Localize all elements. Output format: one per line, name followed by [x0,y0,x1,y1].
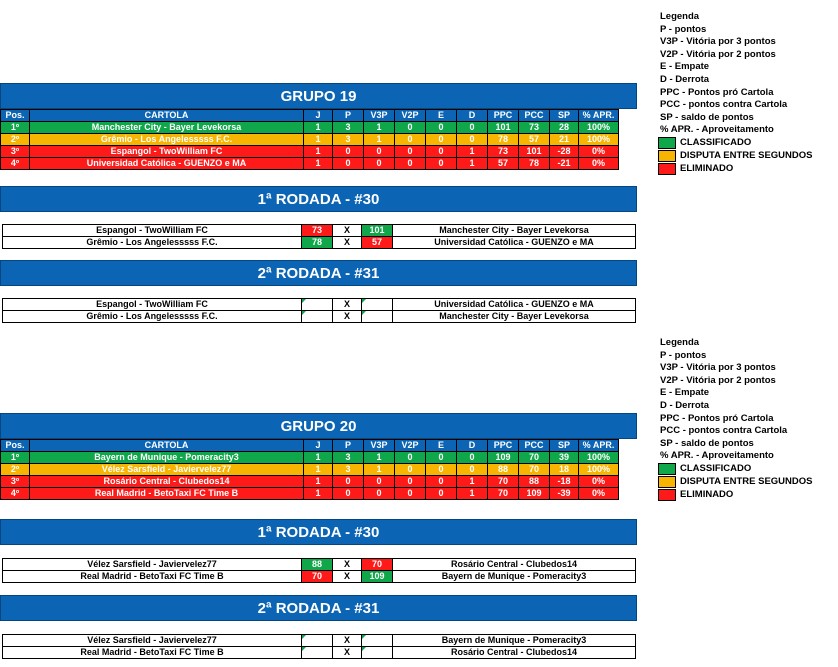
standings-row: 3º Rosário Central - Clubedos14 1 0 0 0 0 1 70 88 -18 0% [1,476,619,488]
legend-line: PCC - pontos contra Cartola [660,425,788,437]
legend-line: P - pontos [660,23,707,35]
legend-line: PCC - pontos contra Cartola [660,99,788,111]
legend-item-disputa: DISPUTA ENTRE SEGUNDOS [660,476,813,489]
match-row: Grêmio - Los Angelesssss F.C. 78 X 57 Universidad Católica - GUENZO e MA [3,237,636,249]
standings-row: 1º Bayern de Munique - Pomeracity3 1 3 1 0 0 0 109 70 39 100% [1,452,619,464]
legend-line: SP - saldo de pontos [660,111,754,123]
legend-title: Legenda [660,11,700,22]
round-title: 1ª RODADA - #30 [0,186,637,212]
match-row: Real Madrid - BetoTaxi FC Time B 70 X 109 Bayern de Munique - Pomeracity3 [3,571,636,583]
round-1-matches [2,224,636,249]
legend-line: D - Derrota [660,399,710,411]
swatch-classificado [658,137,676,149]
standings-row: 4º Real Madrid - BetoTaxi FC Time B 1 0 0 0 0 1 70 109 -39 0% [1,488,619,500]
legend-line: PPC - Pontos pró Cartola [660,86,774,98]
legend-item-disputa: DISPUTA ENTRE SEGUNDOS [660,150,813,163]
match-row: Real Madrid - BetoTaxi FC Time B X Rosário Central - Clubedos14 [3,647,636,659]
legend-line: SP - saldo de pontos [660,437,754,449]
score-cell [302,635,333,647]
legend [660,337,813,502]
legend-line: % APR. - Aproveitamento [660,124,774,136]
legend-line: V2P - Vitória por 2 pontos [660,374,776,386]
legend-line: V2P - Vitória por 2 pontos [660,48,776,60]
legend-item-classificado: CLASSIFICADO [660,463,813,476]
score-cell [302,299,333,311]
score-cell [362,311,393,323]
legend-line: % APR. - Aproveitamento [660,450,774,462]
group-title: GRUPO 19 [0,83,637,109]
round-1-matches [2,558,636,583]
standings-table [0,109,619,170]
standings-row: 2º Grêmio - Los Angelesssss F.C. 1 3 1 0 0 0 78 57 21 100% [1,134,619,146]
round-title: 1ª RODADA - #30 [0,519,637,545]
swatch-disputa [658,476,676,488]
score-cell [362,299,393,311]
standings-row: 1º Manchester City - Bayer Levekorsa 1 3 1 0 0 0 101 73 28 100% [1,122,619,134]
round-2-matches [2,634,636,659]
standings-row: 2º Vélez Sarsfield - Javiervelez77 1 3 1 0 0 0 88 70 18 100% [1,464,619,476]
round-2-matches [2,298,636,323]
match-row: Espangol - TwoWilliam FC X Universidad Católica - GUENZO e MA [3,299,636,311]
legend-item-eliminado: ELIMINADO [660,163,813,176]
score-cell [302,647,333,659]
legend-line: D - Derrota [660,73,710,85]
standings-header: Pos. CARTOLA J P V3P V2P E D PPC PCC SP % APR. [1,440,619,452]
swatch-eliminado [658,163,676,175]
standings-row: 3º Espangol - TwoWilliam FC 1 0 0 0 0 1 73 101 -28 0% [1,146,619,158]
match-row: Grêmio - Los Angelesssss F.C. X Manchester City - Bayer Levekorsa [3,311,636,323]
match-row: Espangol - TwoWilliam FC 73 X 101 Manchester City - Bayer Levekorsa [3,225,636,237]
swatch-eliminado [658,489,676,501]
score-cell [302,311,333,323]
standings-header: Pos. CARTOLA J P V3P V2P E D PPC PCC SP % APR. [1,110,619,122]
round-title: 2ª RODADA - #31 [0,260,637,286]
legend [660,11,813,176]
legend-line: V3P - Vitória por 3 pontos [660,36,776,48]
legend-line: P - pontos [660,349,707,361]
standings-row: 4º Universidad Católica - GUENZO e MA 1 0 0 0 0 1 57 78 -21 0% [1,158,619,170]
score-cell [362,647,393,659]
match-row: Vélez Sarsfield - Javiervelez77 88 X 70 Rosário Central - Clubedos14 [3,559,636,571]
legend-title: Legenda [660,337,700,348]
legend-item-classificado: CLASSIFICADO [660,137,813,150]
round-title: 2ª RODADA - #31 [0,595,637,621]
group-title: GRUPO 20 [0,413,637,439]
standings-table [0,439,619,500]
legend-line: PPC - Pontos pró Cartola [660,412,774,424]
match-row: Vélez Sarsfield - Javiervelez77 X Bayern de Munique - Pomeracity3 [3,635,636,647]
legend-line: E - Empate [660,387,710,399]
swatch-disputa [658,150,676,162]
legend-line: E - Empate [660,61,710,73]
legend-line: V3P - Vitória por 3 pontos [660,362,776,374]
legend-item-eliminado: ELIMINADO [660,489,813,502]
score-cell [362,635,393,647]
swatch-classificado [658,463,676,475]
